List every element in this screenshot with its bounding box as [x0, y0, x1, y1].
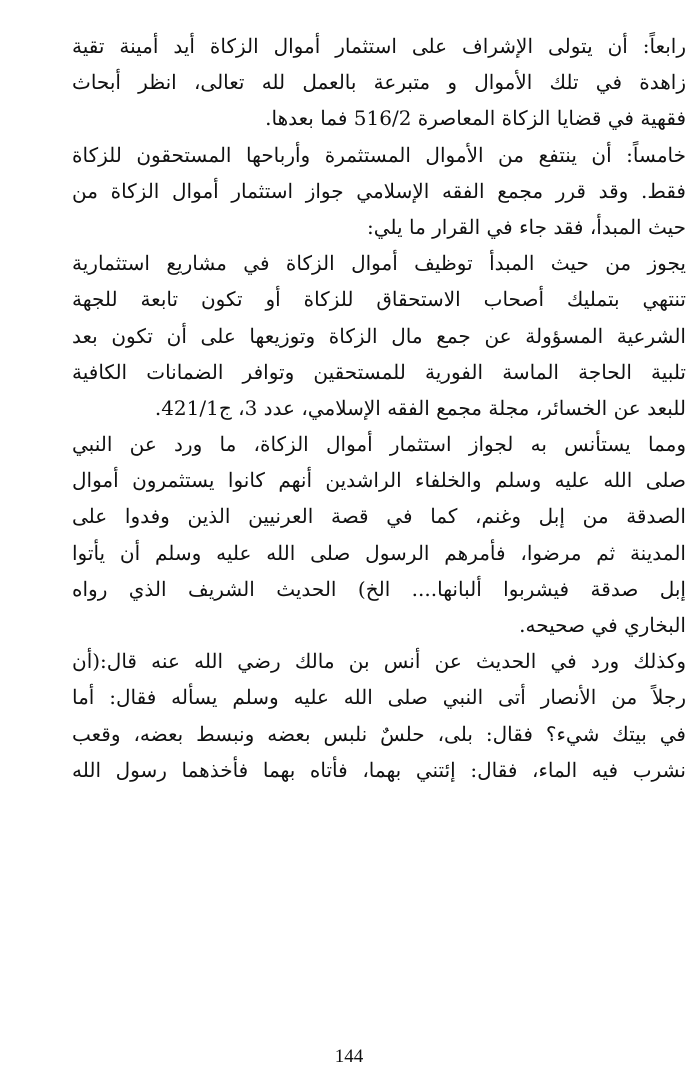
text-line: وكذلك ورد في الحديث عن أنس بن مالك رضي الله عنه قال:(أن [72, 649, 686, 674]
text-line: المدينة ثم مرضوا، فأمرهم الرسول صلى الله عليه وسلم أن يأتوا [72, 540, 686, 565]
text-line: فقط. وقد قرر مجمع الفقه الإسلامي جواز استثمار أموال الزكاة من [72, 178, 686, 203]
text-line: تلبية الحاجة الماسة الفورية للمستحقين وتوافر الضمانات الكافية [72, 359, 686, 384]
text-line: يجوز من حيث المبدأ توظيف أموال الزكاة في مشاريع استثمارية [72, 251, 686, 276]
text-line: في بيتك شيء؟ فقال: بلى، حلسٌ نلبس بعضه ونبسط بعضه، وقعب [72, 721, 686, 746]
text-line: حيث المبدأ، فقد جاء في القرار ما يلي: [367, 214, 686, 239]
text-line: الصدقة من إبل وغنم، كما في قصة العرنيين الذين وفدوا على [72, 504, 686, 529]
text-line: البخاري في صحيحه. [519, 613, 686, 637]
text-line: للبعد عن الخسائر، مجلة مجمع الفقه الإسلامي، عدد 3، ج421/1. [154, 395, 686, 420]
text-line: زاهدة في تلك الأموال و متبرعة بالعمل لله تعالى، انظر أبحاث [72, 70, 686, 95]
text-line: فقهية في قضايا الزكاة المعاصرة 516/2 فما بعدها. [265, 106, 686, 131]
body-text [72, 28, 686, 788]
page-number: 144 [334, 1046, 364, 1067]
text-line: نشرب فيه الماء، فقال: إئتني بهما، فأتاه بهما فأخذهما رسول الله [72, 757, 686, 782]
text-line: ومما يستأنس به لجواز استثمار أموال الزكاة، ما ورد عن النبي [72, 432, 686, 457]
text-line: خامساً: أن ينتفع من الأموال المستثمرة وأرباحها المستحقون للزكاة [72, 142, 686, 167]
text-line: رجلاً من الأنصار أتى النبي صلى الله عليه وسلم يسأله فقال: أما [72, 685, 686, 710]
text-line: رابعاً: أن يتولى الإشراف على استثمار أموال الزكاة أيد أمينة تقية [72, 34, 686, 58]
text-line: تنتهي بتمليك أصحاب الاستحقاق للزكاة أو تكون تابعة للجهة [72, 287, 686, 312]
text-line: صلى الله عليه وسلم والخلفاء الراشدين أنهم كانوا يستثمرون أموال [72, 468, 686, 493]
text-line: إبل صدقة فيشربوا ألبانها.... الخ) الحديث الشريف الذي رواه [72, 576, 686, 601]
text-line: الشرعية المسؤولة عن جمع مال الزكاة وتوزيعها على أن تكون بعد [72, 323, 686, 348]
